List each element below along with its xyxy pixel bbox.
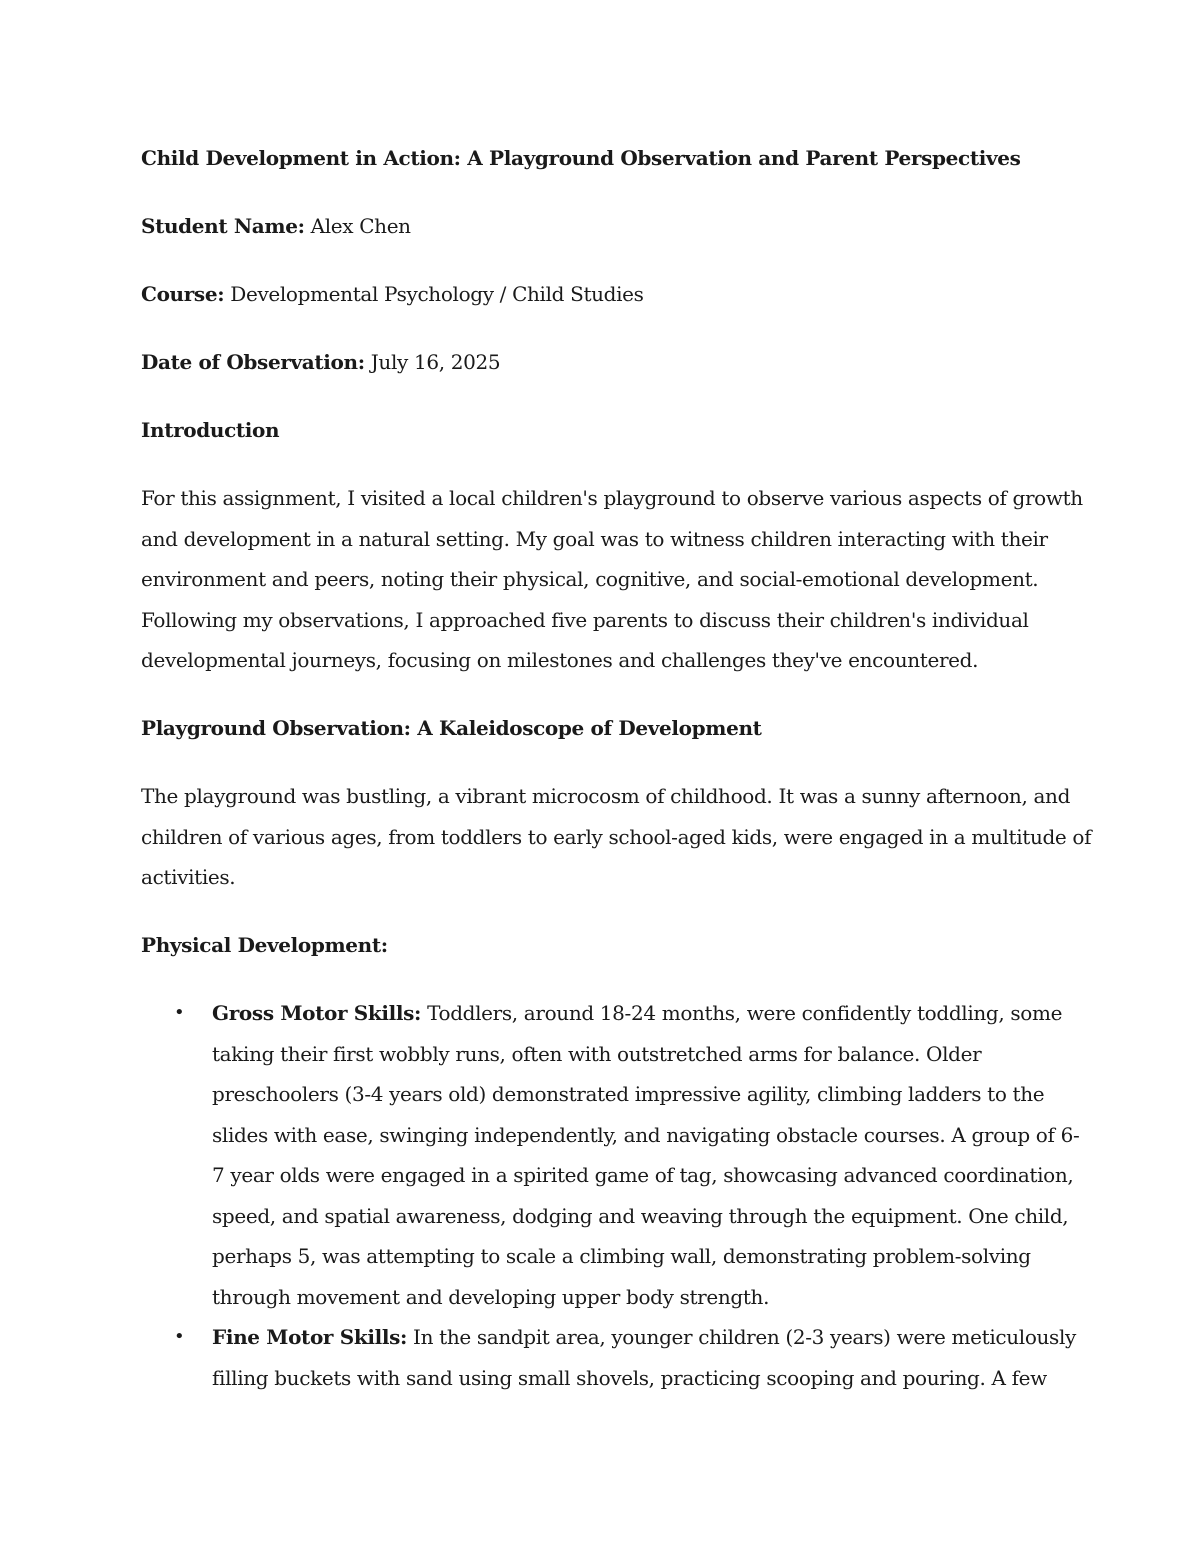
list-item-first-line [212, 993, 1066, 1034]
paragraph-line: Following my observations, I approached five parents to discuss their children's individual [141, 607, 1029, 632]
paragraph-line: and development in a natural setting. My goal was to witness children interacting with their [141, 526, 1048, 551]
course-value: Developmental Psychology / Child Studies [224, 282, 644, 306]
list-item-line: 7 year olds were engaged in a spirited game of tag, showcasing advanced coordination, [212, 1163, 1074, 1187]
introduction-heading: Introduction [141, 418, 280, 442]
bullet-icon: • [174, 1326, 185, 1347]
date-value: July 16, 2025 [364, 350, 501, 374]
physical-development-heading: Physical Development: [141, 933, 388, 957]
student-name-line [141, 206, 1066, 247]
list-item-line: taking their first wobbly runs, often with outstretched arms for balance. Older [212, 1041, 982, 1066]
date-label: Date of Observation: [141, 350, 365, 374]
list-item-line: speed, and spatial awareness, dodging and weaving through the equipment. One child, [212, 1203, 1069, 1228]
paragraph-line: activities. [141, 865, 236, 889]
observation-paragraph [141, 776, 1092, 898]
paragraph-line: children of various ages, from toddlers to early school-aged kids, were engaged in a multitude of [141, 824, 1092, 849]
fine-motor-label: Fine Motor Skills: [212, 1325, 408, 1349]
bullet-icon: • [174, 1002, 185, 1023]
gross-motor-text: Toddlers, around 18-24 months, were confidently toddling, some [421, 1001, 1063, 1025]
student-name-label: Student Name: [141, 214, 305, 238]
list-item-first-line [212, 1317, 1076, 1358]
list-item-line: through movement and developing upper body strength. [212, 1284, 770, 1309]
list-item-line: slides with ease, swinging independently, and navigating obstacle courses. A group of 6- [212, 1122, 1080, 1147]
fine-motor-text: In the sandpit area, younger children (2-3 years) were meticulously [407, 1325, 1076, 1349]
introduction-paragraph [141, 478, 1083, 681]
list-item-gross-motor [141, 993, 1080, 1317]
document-body [141, 138, 1092, 1398]
list-item-line: preschoolers (3-4 years old) demonstrated impressive agility, climbing ladders to the [212, 1082, 1045, 1106]
student-name-value: Alex Chen [304, 214, 411, 238]
gross-motor-label: Gross Motor Skills: [212, 1001, 422, 1025]
paragraph-line: environment and peers, noting their physical, cognitive, and social-emotional development. [141, 567, 1039, 591]
document-title: Child Development in Action: A Playground Observation and Parent Perspectives [141, 146, 1021, 170]
course-line [141, 274, 1066, 315]
paragraph-line: The playground was bustling, a vibrant microcosm of childhood. It was a sunny afternoon, and [141, 784, 1071, 808]
observation-heading: Playground Observation: A Kaleidoscope of Development [141, 716, 762, 740]
paragraph-line: developmental journeys, focusing on milestones and challenges they've encountered. [141, 648, 979, 672]
list-item-line: filling buckets with sand using small shovels, practicing scooping and pouring. A few [212, 1365, 1047, 1390]
course-label: Course: [141, 282, 225, 306]
paragraph-line: For this assignment, I visited a local children's playground to observe various aspects of growth [141, 486, 1083, 510]
list-item-fine-motor [141, 1317, 1076, 1398]
list-item-line: perhaps 5, was attempting to scale a climbing wall, demonstrating problem-solving [212, 1244, 1031, 1268]
date-line [141, 342, 1066, 383]
